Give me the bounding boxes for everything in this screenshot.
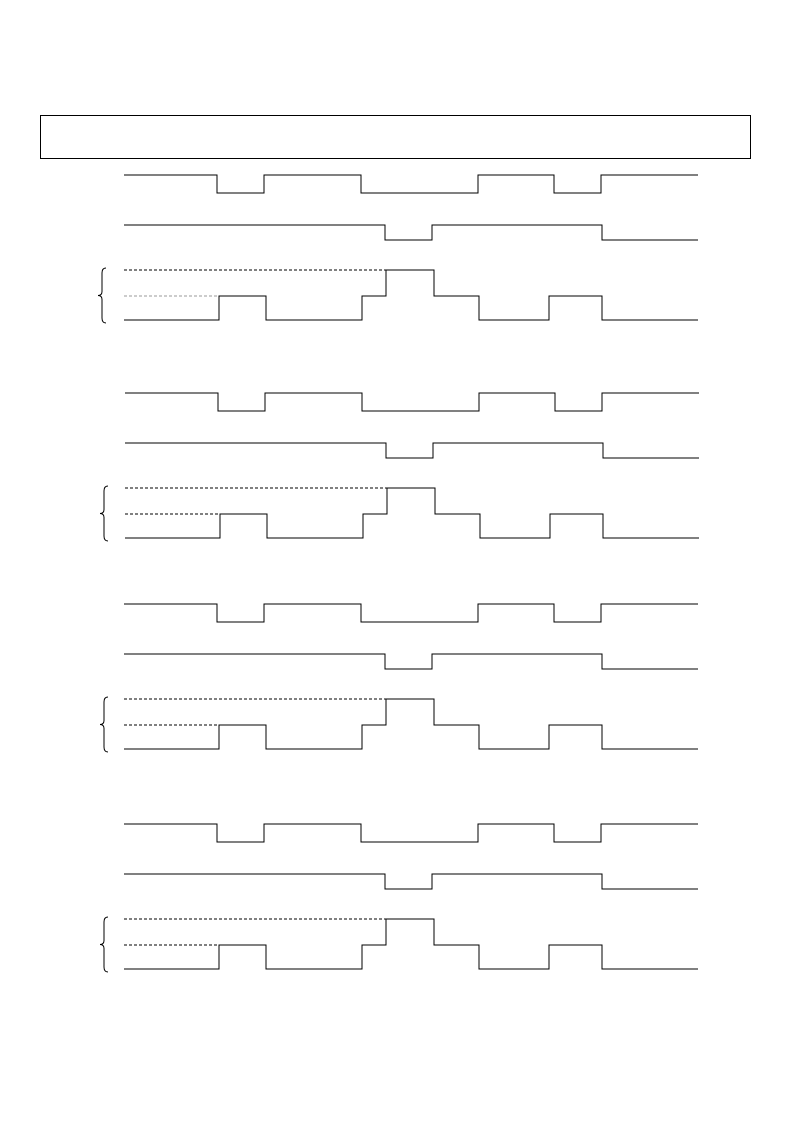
waveform-a xyxy=(124,824,698,842)
waveform-b xyxy=(124,225,698,240)
curly-brace xyxy=(98,268,106,323)
waveform-c xyxy=(124,699,698,749)
curly-brace xyxy=(100,917,108,972)
waveform-c xyxy=(124,919,698,969)
curly-brace xyxy=(100,486,108,541)
waveform-a xyxy=(125,393,699,411)
waveform-c xyxy=(124,270,698,320)
curly-brace xyxy=(100,697,108,752)
waveform-b xyxy=(124,654,698,669)
waveform-a xyxy=(124,604,698,622)
waveform-b xyxy=(124,874,698,889)
waveform-b xyxy=(125,443,699,458)
waveform-a xyxy=(124,175,698,193)
waveform-c xyxy=(125,488,699,538)
